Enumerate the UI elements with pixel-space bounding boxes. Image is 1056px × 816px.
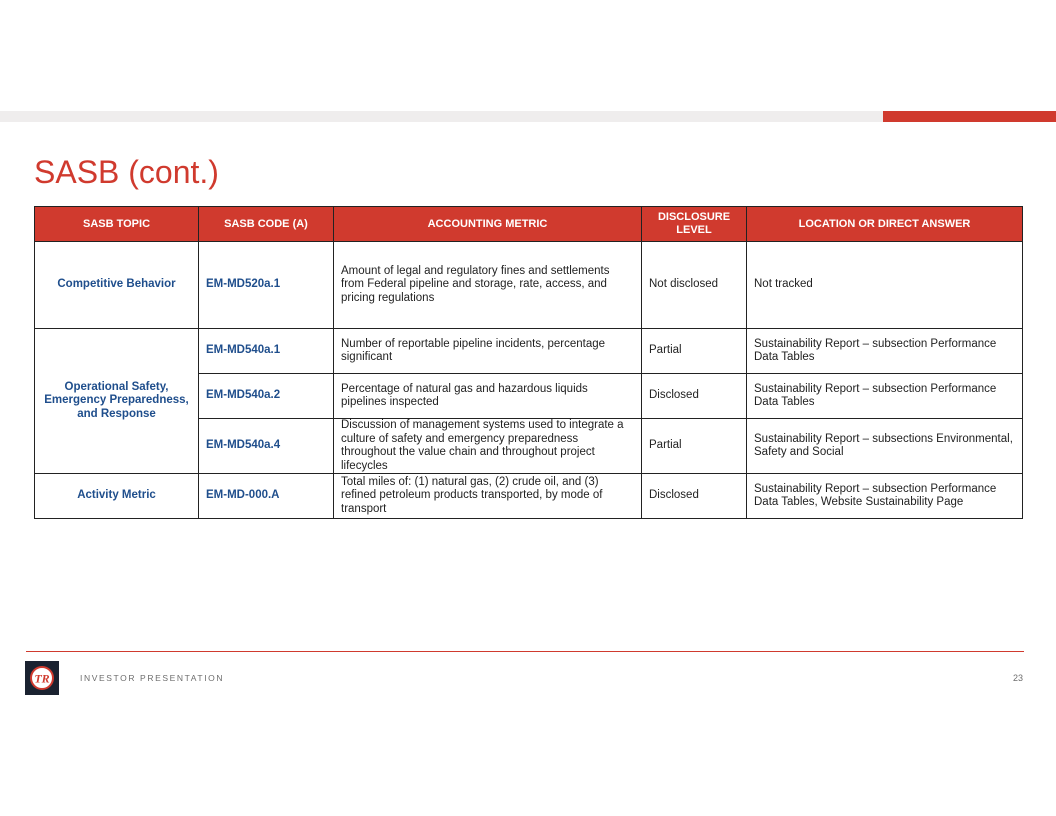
location-cell: Sustainability Report – subsection Performance Data Tables: [747, 329, 1023, 374]
table-row: [35, 474, 1023, 519]
metric-cell: Total miles of: (1) natural gas, (2) crude oil, and (3) refined petroleum products transported, by mode of transport: [334, 474, 642, 519]
location-cell: Not tracked: [747, 242, 1023, 329]
metric-cell: Number of reportable pipeline incidents, percentage significant: [334, 329, 642, 374]
metric-cell: Discussion of management systems used to integrate a culture of safety and emergency preparedness throughout the value chain and throughout project lifecycles: [334, 419, 642, 474]
table-row: [35, 242, 1023, 329]
metric-cell: Percentage of natural gas and hazardous liquids pipelines inspected: [334, 374, 642, 419]
level-cell: Partial: [642, 329, 747, 374]
metric-cell: Amount of legal and regulatory fines and settlements from Federal pipeline and storage, rate, access, and pricing regulations: [334, 242, 642, 329]
header-sasb-code: SASB CODE (A): [199, 207, 334, 242]
location-cell: Sustainability Report – subsections Environmental, Safety and Social: [747, 419, 1023, 474]
sasb-table: [34, 206, 1023, 519]
top-bar-accent: [883, 111, 1056, 122]
level-cell: Not disclosed: [642, 242, 747, 329]
logo-text: TR: [34, 671, 50, 686]
code-cell: EM-MD520a.1: [199, 242, 334, 329]
level-cell: Disclosed: [642, 374, 747, 419]
topic-cell: Operational Safety, Emergency Preparedness, and Response: [35, 329, 199, 474]
company-logo-icon: [25, 661, 59, 695]
table-header-row: [35, 207, 1023, 242]
page-title: SASB (cont.): [34, 154, 219, 190]
topic-cell: Competitive Behavior: [35, 242, 199, 329]
level-cell: Disclosed: [642, 474, 747, 519]
header-sasb-topic: SASB TOPIC: [35, 207, 199, 242]
footer-label: INVESTOR PRESENTATION: [80, 673, 225, 683]
footer-divider: [26, 651, 1024, 652]
level-cell: Partial: [642, 419, 747, 474]
table-row: [35, 329, 1023, 374]
location-cell: Sustainability Report – subsection Performance Data Tables: [747, 374, 1023, 419]
page-number: 23: [1012, 673, 1023, 683]
code-cell: EM-MD540a.4: [199, 419, 334, 474]
top-bar-grey: [0, 111, 883, 122]
location-cell: Sustainability Report – subsection Performance Data Tables, Website Sustainability Page: [747, 474, 1023, 519]
code-cell: EM-MD540a.2: [199, 374, 334, 419]
header-location-or-answer: LOCATION OR DIRECT ANSWER: [747, 207, 1023, 242]
code-cell: EM-MD-000.A: [199, 474, 334, 519]
code-cell: EM-MD540a.1: [199, 329, 334, 374]
topic-cell: Activity Metric: [35, 474, 199, 519]
header-accounting-metric: ACCOUNTING METRIC: [334, 207, 642, 242]
header-disclosure-level: DISCLOSURE LEVEL: [642, 207, 747, 242]
